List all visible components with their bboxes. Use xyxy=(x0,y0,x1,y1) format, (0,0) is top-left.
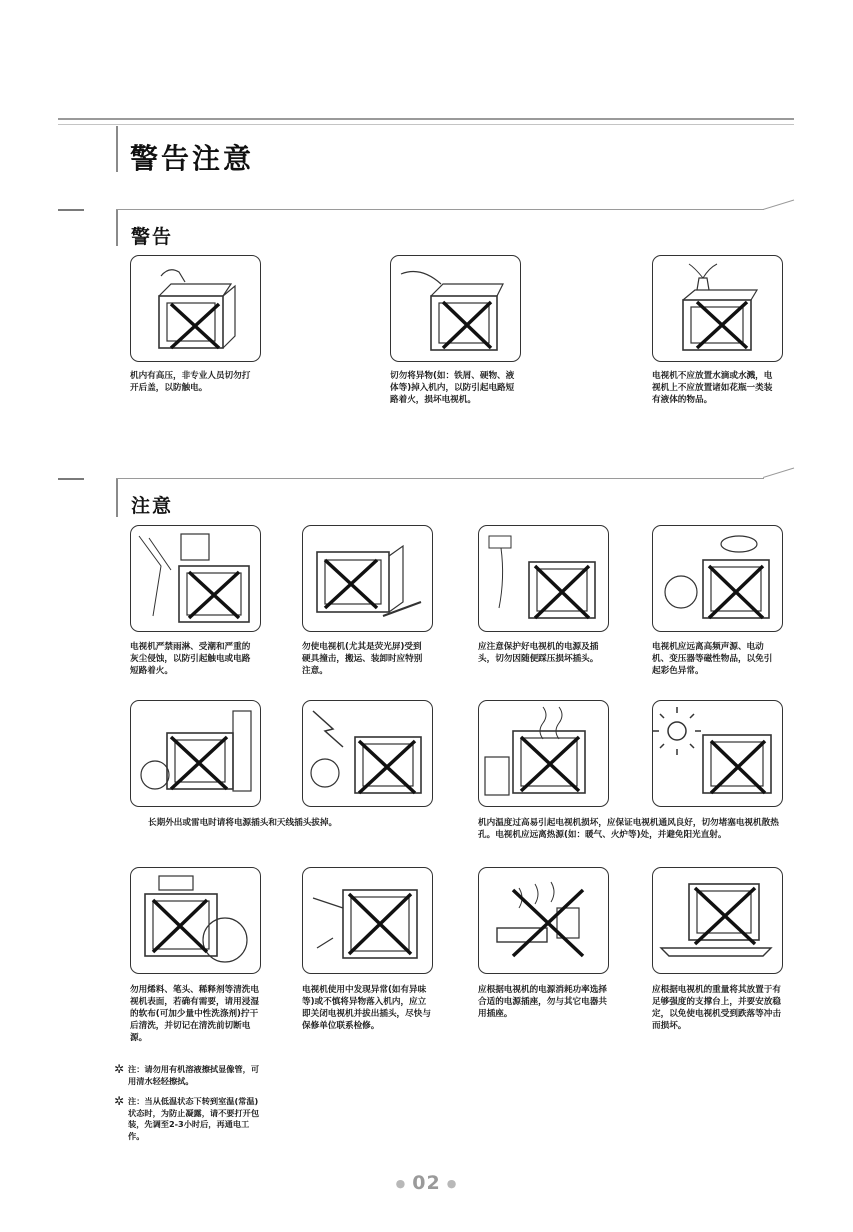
caution-illustration-1 xyxy=(130,525,261,632)
header-rule-bottom xyxy=(58,124,794,125)
section-side-bar xyxy=(116,210,118,246)
caution-caption-12: 应根据电视机的重量将其放置于有足够强度的支撑台上，并要安放稳定，以免使电视机受到跌落等冲击而损坏。 xyxy=(652,985,781,1031)
warning-illustration-2 xyxy=(390,255,521,362)
caution-caption-5-6: 长期外出或雷电时请将电源插头和天线插头拔掉。 xyxy=(148,818,338,828)
warning-caption-3: 电视机不应放置水滴或水溅，电视机上不应放置诸如花瓶一类装有液体的物品。 xyxy=(652,371,773,405)
header-rule-top xyxy=(58,118,794,120)
caution-caption-3: 应注意保护好电视机的电源及插头，切勿因随便踩压损坏插头。 xyxy=(478,642,599,664)
caution-illustration-10 xyxy=(302,867,433,974)
note-star-icon: ✲ xyxy=(114,1062,125,1076)
warning-caption-2: 切勿将异物(如：铁屑、硬物、液体等)掉入机内，以防引起电路短路着火，损坏电视机。 xyxy=(390,371,515,405)
section-dash xyxy=(58,478,84,480)
caution-illustration-6 xyxy=(302,700,433,807)
note-star-icon: ✲ xyxy=(114,1094,125,1108)
caution-illustration-4 xyxy=(652,525,783,632)
caution-illustration-5 xyxy=(130,700,261,807)
bullet-dot: ● xyxy=(446,1177,458,1190)
note-2: 注：当从低温状态下转到室温(常温)状态时，为防止凝露，请不要打开包装，先调至2-3小时后，再通电工作。 xyxy=(128,1096,260,1141)
warning-illustration-1 xyxy=(130,255,261,362)
caution-caption-7-8: 机内温度过高易引起电视机损坏，应保证电视机通风良好，切勿堵塞电视机散热孔。电视机应远离热源(如：暖气、火炉等)处，并避免阳光直射。 xyxy=(478,818,779,840)
caution-illustration-8 xyxy=(652,700,783,807)
caution-illustration-7 xyxy=(478,700,609,807)
page-number xyxy=(0,1172,853,1194)
page-number-text: 02 xyxy=(412,1172,441,1194)
caution-illustration-11 xyxy=(478,867,609,974)
caution-caption-11: 应根据电视机的电源消耗功率选择合适的电源插座，勿与其它电器共用插座。 xyxy=(478,985,607,1019)
warning-caption-1: 机内有高压，非专业人员切勿打开后盖，以防触电。 xyxy=(130,371,251,393)
section-heading-caution: 注意 xyxy=(131,495,174,517)
section-rule xyxy=(116,478,764,479)
caution-illustration-12 xyxy=(652,867,783,974)
section-rule xyxy=(116,209,764,210)
section-side-bar xyxy=(116,479,118,517)
bullet-dot: ● xyxy=(395,1177,407,1190)
title-side-bar xyxy=(116,126,118,172)
section-dash xyxy=(58,209,84,211)
caution-caption-2: 勿使电视机(尤其是荧光屏)受到硬具撞击，搬运、装卸时应特别注意。 xyxy=(302,642,423,676)
warning-illustration-3 xyxy=(652,255,783,362)
caution-caption-1: 电视机严禁雨淋、受潮和严重的灰尘侵蚀，以防引起触电或电路短路着火。 xyxy=(130,642,251,676)
caution-illustration-2 xyxy=(302,525,433,632)
section-rule-tail xyxy=(763,467,795,479)
caution-illustration-9 xyxy=(130,867,261,974)
caution-illustration-3 xyxy=(478,525,609,632)
note-1: 注：请勿用有机溶液擦拭显像管，可用清水轻轻擦拭。 xyxy=(128,1064,260,1086)
page-title: 警告注意 xyxy=(130,142,255,175)
caution-caption-4: 电视机应远离高频声源、电动机、变压器等磁性物品，以免引起彩色异常。 xyxy=(652,642,773,676)
caution-caption-10: 电视机使用中发现异常(如有异味等)或不慎将异物落入机内，应立即关闭电视机并拔出插头，尽快与保修单位联系检修。 xyxy=(302,985,431,1031)
section-heading-warning: 警告 xyxy=(131,226,174,248)
caution-caption-9: 勿用烯料、笔头、稀释剂等清洗电视机表面，若确有需要，请用浸湿的软布(可加少量中性洗涤剂)拧干后清洗，并切记在清洗前切断电源。 xyxy=(130,985,259,1043)
section-rule-tail xyxy=(763,199,795,211)
